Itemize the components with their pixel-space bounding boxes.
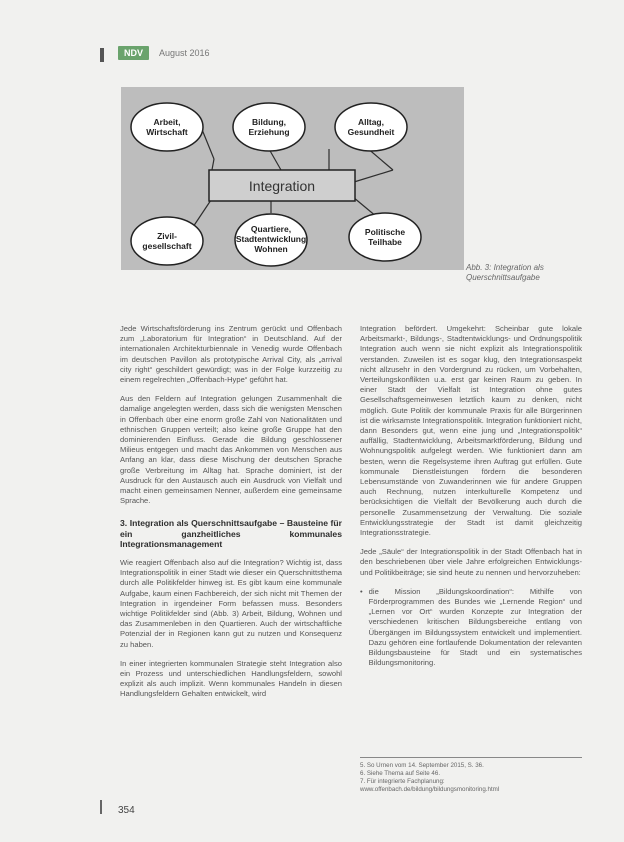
body-paragraph: Aus den Feldern auf Integration gelungen Zusammenhalt die damalige angelegten werden, dass sich die wenigsten Menschen in Offenbach über eine enorm große Zahl von Nationalitäten und ethnischen Gruppen verteilt; also keine große Gruppe hat den dominierenden Einfluss. Gerade die Bildung geschlossener Milieus entgegen und macht das Ankommen von Menschen aus Anfang an klar, dass diese Mischung der deutschen Sprache große Verbreitung im Alltag hat. Sprache dominiert, ist der Ausdruck für den Austausch auch ein Ausdruck von Vielfalt und macht einen gemeinsamen Nenner, außerdem eine gemeinsame Sprache.	[120, 394, 342, 506]
list-item	[360, 587, 582, 669]
node-label: Alltag,	[358, 117, 384, 127]
footnote: 5. So Urnen vom 14. September 2015, S. 36.	[360, 762, 484, 769]
node-label: Bildung,	[252, 117, 286, 127]
connector-line	[269, 149, 281, 170]
connector-line	[193, 200, 211, 227]
node-label: Quartiere,	[250, 224, 292, 234]
right-column	[360, 324, 582, 669]
node-label: Wirtschaft	[146, 127, 188, 137]
node-label: Erziehung	[248, 127, 290, 137]
body-paragraph: Jede „Säule“ der Integrationspolitik in der Stadt Offenbach hat in den beschriebenen über viele Jahre erfolgreichen Entwicklungs- und Politikbeiträge; sie sind heute zu nennen und hervorzuheben:	[360, 547, 582, 577]
integration-diagram	[121, 87, 464, 270]
body-paragraph: In einer integrierten kommunalen Strategie steht Integration also ein Prozess und unterschiedlichen Handlungsfeldern, sowohl explizit als auch implizit. Wenn kommunales Handeln in diesen Handlungsfeldern Gehalten entwickelt, wird	[120, 658, 342, 699]
figure-caption: Abb. 3: Integration als Querschnittsaufgabe	[466, 263, 544, 282]
diagram-svg	[121, 87, 464, 270]
footer-rule	[100, 800, 102, 814]
node-label: Gesundheit	[347, 127, 395, 137]
footnote: 6. Siehe Thema auf Seite 46.	[360, 770, 441, 777]
journal-badge: NDV	[118, 46, 149, 60]
node-label: Stadtentwicklung	[235, 234, 307, 244]
center-label: Integration	[248, 178, 316, 194]
bullet-icon: •	[360, 586, 363, 596]
left-column	[120, 324, 342, 709]
body-paragraph: Integration befördert. Umgekehrt: Scheinbar gute lokale Arbeitsmarkt-, Bildungs-, Stadtentwicklungs- und Ordnungspolitik Integration auch wenn sie nicht explizit als Integrationspolitik verstanden. Zuweilen ist es sogar klug, den Integrationsaspekt nicht allzusehr in den Vordergrund zu rücken, um Vorbehalten, Verteilungskonflikten u.a. erst gar keinen Raum zu geben. In einer Stadt der Vielfalt ist Integration ohne gutes Gesellschaftsgemeinwesen letztlich kaum zu denken, nicht möglich. Gute Politik der kommunale Praxis für alle Bürgerinnen ist die wirksamste Integrationspolitik. Integration funktioniert nicht, dann Besonders gut, wenn eine jung und „Integrationspolitik“ auffällig, Stadtentwicklung, Arbeitsmarktförderung, Bildung und Wohnungspolitik aufgelegt werden. Wie funktioniert dann am besten, wenn die Regelsysteme ihren Auftrag gut erfüllen. Gute kommunale Dienstleistungen fördern die besonderen Lebensumstände von Zuwanderinnen wie für andere Gruppen auch Rechnung, nutzen interkulturelle Kompetenz und berücksichtigen die Vielfalt der Bevölkerung auch durch die personelle Zusammensetzung der Verwaltung. Die soziale Entwicklungsstrategie der Stadt ist damit gleichzeitig Integrationsstrategie.	[360, 324, 582, 538]
running-header	[118, 46, 210, 60]
node-label: Politische	[364, 227, 406, 237]
node-label: Arbeit,	[153, 117, 181, 127]
page-number: 354	[118, 805, 135, 816]
node-label: Zivil-	[157, 231, 177, 241]
issue-date: August 2016	[159, 48, 210, 58]
body-paragraph: Wie reagiert Offenbach also auf die Integration? Wichtig ist, dass Integrationspolitik in einer Stadt wie dieser ein Querschnittsthema durch alle Politikfelder hinweg ist. Es gibt kaum eine kommunale Aufgabe, kaum einen Fachbereich, der sich nicht mit Themen der Integration in irgendeiner Form befassen muss. Besonders wichtige Politikfelder sind (Abb. 3) Arbeit, Bildung, Wohnen und das Zusammenleben in den Quartieren. Auch der wirtschaftliche Potenzial der in Regionen kann gut zu nutzen und Konsequenz zu haben.	[120, 557, 342, 649]
list-item-text: die Mission „Bildungskoordination“: Mithilfe von Förderprogrammen des Bundes wie „Lernende Region“ und „Lernen vor Ort“ wurden Konzepte zur Integration der verschiedenen kritischen Bildungsbereiche entlang von Übergängen im Bildungssystem entwickelt und implementiert. Dazu gehören eine fortlaufende Dokumentation der relevanten Bildungsbausteine für Stadt und ein systematisches Bildungsmonitoring.	[368, 586, 582, 668]
footnote: 7. Für integrierte Fachplanung: www.offenbach.de/bildung/bildungsmonitoring.html	[360, 778, 500, 793]
footnotes	[360, 757, 582, 794]
body-paragraph: Jede Wirtschaftsförderung ins Zentrum gerückt und Offenbach zum „Laboratorium für Integration“ in Deutschland. Auf der internationalen Architekturbiennale in Venedig wurde Offenbach im deutschen Pavillon als prototypische Arrival City, als „arrival city right“ geschildert gewürdigt; was in der Folge kurzzeitig zu einem regelrechten „Offenbach-Hype“ geführt hat.	[120, 324, 342, 385]
node-label: Teilhabe	[368, 237, 402, 247]
node-label: Wohnen	[254, 244, 288, 254]
section-heading: 3. Integration als Querschnittsaufgabe – Bausteine für ein ganzheitliches kommunales Integrationsmanagement	[120, 518, 342, 550]
node-label: gesellschaft	[142, 241, 192, 251]
header-rule	[100, 48, 104, 62]
connector-line	[354, 170, 393, 182]
